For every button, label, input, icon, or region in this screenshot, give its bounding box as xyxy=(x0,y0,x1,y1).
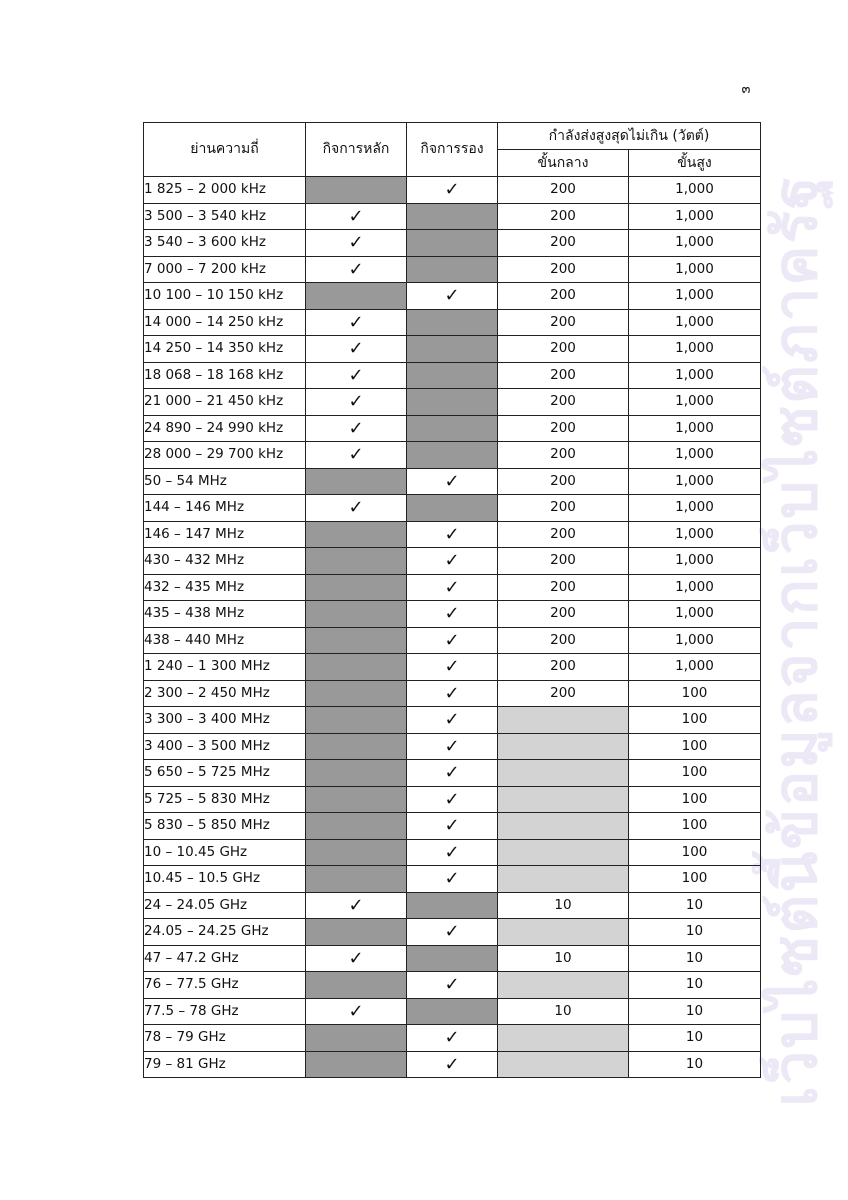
shaded-cell xyxy=(407,442,498,469)
band-cell: 1 825 – 2 000 kHz xyxy=(144,177,306,204)
shaded-cell xyxy=(407,495,498,522)
shaded-cell xyxy=(407,203,498,230)
check-icon: ✓ xyxy=(306,415,407,442)
band-cell: 430 – 432 MHz xyxy=(144,548,306,575)
band-cell: 2 300 – 2 450 MHz xyxy=(144,680,306,707)
shaded-cell xyxy=(306,1051,407,1078)
check-icon: ✓ xyxy=(407,654,498,681)
intermediate-power-cell: 200 xyxy=(498,203,629,230)
band-cell: 432 – 435 MHz xyxy=(144,574,306,601)
shaded-cell xyxy=(498,760,629,787)
check-icon: ✓ xyxy=(306,256,407,283)
table-row xyxy=(144,362,761,389)
check-icon: ✓ xyxy=(306,998,407,1025)
check-icon: ✓ xyxy=(407,627,498,654)
shaded-cell xyxy=(407,389,498,416)
table-row xyxy=(144,521,761,548)
table-row xyxy=(144,627,761,654)
table-row xyxy=(144,892,761,919)
band-cell: 438 – 440 MHz xyxy=(144,627,306,654)
advanced-power-cell: 10 xyxy=(629,998,761,1025)
shaded-cell xyxy=(407,309,498,336)
table-row xyxy=(144,1051,761,1078)
shaded-cell xyxy=(306,654,407,681)
shaded-cell xyxy=(306,760,407,787)
check-icon: ✓ xyxy=(306,442,407,469)
check-icon: ✓ xyxy=(407,813,498,840)
check-icon: ✓ xyxy=(306,362,407,389)
shaded-cell xyxy=(306,177,407,204)
table-row xyxy=(144,866,761,893)
table-row xyxy=(144,707,761,734)
shaded-cell xyxy=(306,707,407,734)
check-icon: ✓ xyxy=(407,1051,498,1078)
table-row xyxy=(144,336,761,363)
intermediate-power-cell: 200 xyxy=(498,495,629,522)
shaded-cell xyxy=(306,972,407,999)
shaded-cell xyxy=(498,733,629,760)
table-row xyxy=(144,574,761,601)
intermediate-power-cell: 200 xyxy=(498,362,629,389)
band-cell: 3 400 – 3 500 MHz xyxy=(144,733,306,760)
advanced-power-cell: 100 xyxy=(629,813,761,840)
shaded-cell xyxy=(306,283,407,310)
shaded-cell xyxy=(306,919,407,946)
table-row xyxy=(144,998,761,1025)
band-cell: 18 068 – 18 168 kHz xyxy=(144,362,306,389)
advanced-power-cell: 10 xyxy=(629,1025,761,1052)
band-cell: 5 650 – 5 725 MHz xyxy=(144,760,306,787)
check-icon: ✓ xyxy=(306,336,407,363)
advanced-power-cell: 1,000 xyxy=(629,468,761,495)
intermediate-power-cell: 200 xyxy=(498,230,629,257)
table-row xyxy=(144,839,761,866)
check-icon: ✓ xyxy=(306,203,407,230)
band-cell: 79 – 81 GHz xyxy=(144,1051,306,1078)
table-row xyxy=(144,601,761,628)
band-cell: 14 250 – 14 350 kHz xyxy=(144,336,306,363)
table-row xyxy=(144,495,761,522)
intermediate-power-cell: 200 xyxy=(498,654,629,681)
advanced-power-cell: 10 xyxy=(629,945,761,972)
shaded-cell xyxy=(498,1025,629,1052)
band-cell: 77.5 – 78 GHz xyxy=(144,998,306,1025)
intermediate-power-cell: 200 xyxy=(498,177,629,204)
advanced-power-cell: 100 xyxy=(629,680,761,707)
check-icon: ✓ xyxy=(407,919,498,946)
advanced-power-cell: 10 xyxy=(629,1051,761,1078)
check-icon: ✓ xyxy=(407,786,498,813)
band-cell: 5 725 – 5 830 MHz xyxy=(144,786,306,813)
advanced-power-cell: 100 xyxy=(629,866,761,893)
shaded-cell xyxy=(407,415,498,442)
band-cell: 28 000 – 29 700 kHz xyxy=(144,442,306,469)
shaded-cell xyxy=(306,574,407,601)
advanced-power-cell: 1,000 xyxy=(629,309,761,336)
shaded-cell xyxy=(306,866,407,893)
shaded-cell xyxy=(498,919,629,946)
band-cell: 3 540 – 3 600 kHz xyxy=(144,230,306,257)
shaded-cell xyxy=(306,1025,407,1052)
shaded-cell xyxy=(306,521,407,548)
table-row xyxy=(144,813,761,840)
table-row xyxy=(144,972,761,999)
shaded-cell xyxy=(407,230,498,257)
shaded-cell xyxy=(306,468,407,495)
intermediate-power-cell: 200 xyxy=(498,574,629,601)
advanced-power-cell: 1,000 xyxy=(629,283,761,310)
table-row xyxy=(144,945,761,972)
intermediate-power-cell: 200 xyxy=(498,548,629,575)
shaded-cell xyxy=(407,336,498,363)
table-row xyxy=(144,442,761,469)
table-row xyxy=(144,548,761,575)
check-icon: ✓ xyxy=(407,866,498,893)
band-cell: 3 500 – 3 540 kHz xyxy=(144,203,306,230)
intermediate-power-cell: 200 xyxy=(498,283,629,310)
intermediate-power-cell: 10 xyxy=(498,998,629,1025)
shaded-cell xyxy=(498,839,629,866)
check-icon: ✓ xyxy=(407,601,498,628)
watermark xyxy=(750,150,840,1130)
check-icon: ✓ xyxy=(407,707,498,734)
advanced-power-cell: 1,000 xyxy=(629,230,761,257)
table-row xyxy=(144,230,761,257)
intermediate-power-cell: 200 xyxy=(498,468,629,495)
check-icon: ✓ xyxy=(306,389,407,416)
table-row xyxy=(144,203,761,230)
header-max-power: กำลังส่งสูงสุดไม่เกิน (วัตต์) xyxy=(498,123,761,150)
shaded-cell xyxy=(407,362,498,389)
check-icon: ✓ xyxy=(407,839,498,866)
table-row xyxy=(144,309,761,336)
advanced-power-cell: 1,000 xyxy=(629,654,761,681)
shaded-cell xyxy=(498,866,629,893)
table-row xyxy=(144,654,761,681)
shaded-cell xyxy=(306,786,407,813)
shaded-cell xyxy=(498,813,629,840)
shaded-cell xyxy=(306,601,407,628)
intermediate-power-cell: 200 xyxy=(498,415,629,442)
table-row xyxy=(144,389,761,416)
band-cell: 10 100 – 10 150 kHz xyxy=(144,283,306,310)
check-icon: ✓ xyxy=(407,1025,498,1052)
check-icon: ✓ xyxy=(407,574,498,601)
intermediate-power-cell: 200 xyxy=(498,256,629,283)
band-cell: 144 – 146 MHz xyxy=(144,495,306,522)
advanced-power-cell: 1,000 xyxy=(629,495,761,522)
check-icon: ✓ xyxy=(407,733,498,760)
intermediate-power-cell: 200 xyxy=(498,627,629,654)
intermediate-power-cell: 200 xyxy=(498,309,629,336)
check-icon: ✓ xyxy=(306,945,407,972)
shaded-cell xyxy=(306,839,407,866)
intermediate-power-cell: 200 xyxy=(498,442,629,469)
header-intermediate: ขั้นกลาง xyxy=(498,150,629,177)
band-cell: 24.05 – 24.25 GHz xyxy=(144,919,306,946)
shaded-cell xyxy=(306,548,407,575)
band-cell: 5 830 – 5 850 MHz xyxy=(144,813,306,840)
band-cell: 10 – 10.45 GHz xyxy=(144,839,306,866)
check-icon: ✓ xyxy=(407,177,498,204)
table-header xyxy=(144,123,761,177)
band-cell: 435 – 438 MHz xyxy=(144,601,306,628)
advanced-power-cell: 1,000 xyxy=(629,336,761,363)
check-icon: ✓ xyxy=(407,972,498,999)
header-secondary-service: กิจการรอง xyxy=(407,123,498,177)
advanced-power-cell: 1,000 xyxy=(629,601,761,628)
advanced-power-cell: 1,000 xyxy=(629,574,761,601)
band-cell: 24 – 24.05 GHz xyxy=(144,892,306,919)
header-band: ย่านความถี่ xyxy=(144,123,306,177)
band-cell: 50 – 54 MHz xyxy=(144,468,306,495)
check-icon: ✓ xyxy=(306,230,407,257)
advanced-power-cell: 1,000 xyxy=(629,203,761,230)
check-icon: ✓ xyxy=(407,283,498,310)
table-row xyxy=(144,680,761,707)
check-icon: ✓ xyxy=(306,309,407,336)
advanced-power-cell: 1,000 xyxy=(629,548,761,575)
advanced-power-cell: 1,000 xyxy=(629,415,761,442)
watermark-text: เว็บไซต์นี้ข้อมูลจากเว็บไซต์ภาครัฐ xyxy=(760,173,831,1107)
table-row xyxy=(144,786,761,813)
band-cell: 78 – 79 GHz xyxy=(144,1025,306,1052)
page-number: ๓ xyxy=(741,82,751,97)
intermediate-power-cell: 10 xyxy=(498,945,629,972)
shaded-cell xyxy=(498,972,629,999)
intermediate-power-cell: 200 xyxy=(498,336,629,363)
advanced-power-cell: 100 xyxy=(629,733,761,760)
band-cell: 10.45 – 10.5 GHz xyxy=(144,866,306,893)
check-icon: ✓ xyxy=(407,521,498,548)
shaded-cell xyxy=(407,256,498,283)
advanced-power-cell: 10 xyxy=(629,919,761,946)
intermediate-power-cell: 200 xyxy=(498,680,629,707)
advanced-power-cell: 10 xyxy=(629,972,761,999)
intermediate-power-cell: 200 xyxy=(498,601,629,628)
intermediate-power-cell: 200 xyxy=(498,521,629,548)
intermediate-power-cell: 10 xyxy=(498,892,629,919)
advanced-power-cell: 1,000 xyxy=(629,627,761,654)
check-icon: ✓ xyxy=(407,548,498,575)
shaded-cell xyxy=(306,680,407,707)
table-row xyxy=(144,177,761,204)
advanced-power-cell: 1,000 xyxy=(629,389,761,416)
check-icon: ✓ xyxy=(306,892,407,919)
table-row xyxy=(144,760,761,787)
table-row xyxy=(144,733,761,760)
shaded-cell xyxy=(407,892,498,919)
advanced-power-cell: 1,000 xyxy=(629,362,761,389)
band-cell: 1 240 – 1 300 MHz xyxy=(144,654,306,681)
shaded-cell xyxy=(306,813,407,840)
table-row xyxy=(144,1025,761,1052)
band-cell: 47 – 47.2 GHz xyxy=(144,945,306,972)
table-row xyxy=(144,919,761,946)
shaded-cell xyxy=(498,786,629,813)
shaded-cell xyxy=(498,1051,629,1078)
shaded-cell xyxy=(306,627,407,654)
table-row xyxy=(144,415,761,442)
band-cell: 21 000 – 21 450 kHz xyxy=(144,389,306,416)
header-primary-service: กิจการหลัก xyxy=(306,123,407,177)
shaded-cell xyxy=(306,733,407,760)
advanced-power-cell: 100 xyxy=(629,786,761,813)
check-icon: ✓ xyxy=(407,468,498,495)
band-cell: 14 000 – 14 250 kHz xyxy=(144,309,306,336)
table-row xyxy=(144,283,761,310)
table-row xyxy=(144,468,761,495)
advanced-power-cell: 100 xyxy=(629,760,761,787)
advanced-power-cell: 100 xyxy=(629,839,761,866)
advanced-power-cell: 1,000 xyxy=(629,256,761,283)
check-icon: ✓ xyxy=(306,495,407,522)
band-cell: 146 – 147 MHz xyxy=(144,521,306,548)
band-cell: 24 890 – 24 990 kHz xyxy=(144,415,306,442)
table-row xyxy=(144,256,761,283)
advanced-power-cell: 100 xyxy=(629,707,761,734)
shaded-cell xyxy=(407,945,498,972)
band-cell: 76 – 77.5 GHz xyxy=(144,972,306,999)
band-cell: 3 300 – 3 400 MHz xyxy=(144,707,306,734)
intermediate-power-cell: 200 xyxy=(498,389,629,416)
advanced-power-cell: 1,000 xyxy=(629,177,761,204)
shaded-cell xyxy=(498,707,629,734)
frequency-table xyxy=(143,122,761,1078)
check-icon: ✓ xyxy=(407,760,498,787)
advanced-power-cell: 10 xyxy=(629,892,761,919)
shaded-cell xyxy=(407,998,498,1025)
advanced-power-cell: 1,000 xyxy=(629,442,761,469)
advanced-power-cell: 1,000 xyxy=(629,521,761,548)
check-icon: ✓ xyxy=(407,680,498,707)
band-cell: 7 000 – 7 200 kHz xyxy=(144,256,306,283)
table-body xyxy=(144,177,761,1078)
header-advanced: ขั้นสูง xyxy=(629,150,761,177)
